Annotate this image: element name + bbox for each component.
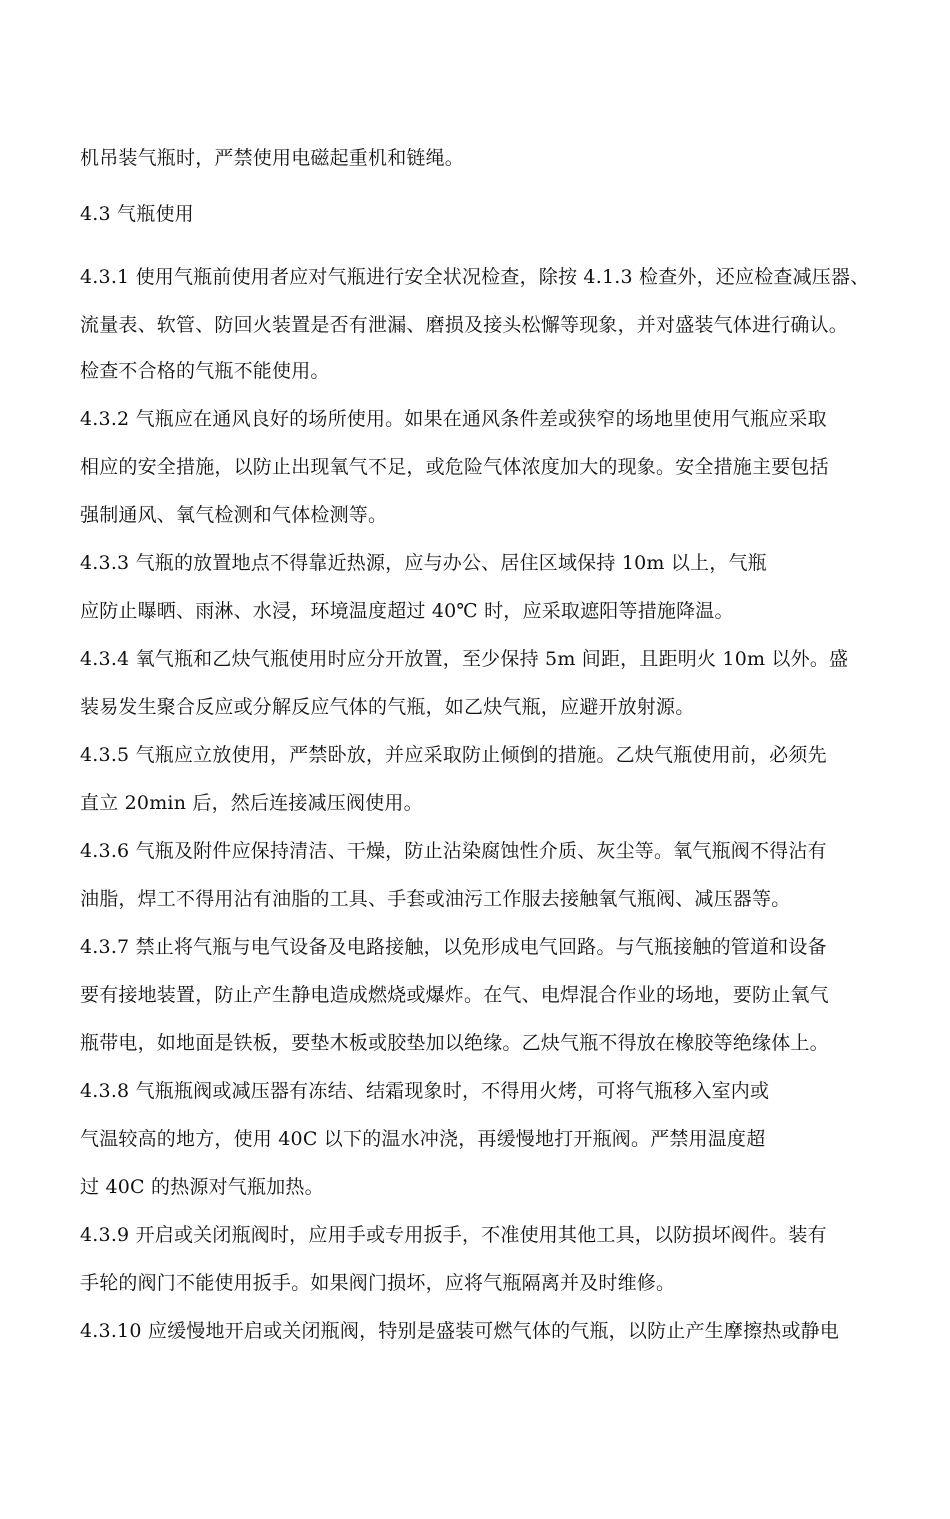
text-line: 相应的安全措施，以防止出现氧气不足，或危险气体浓度加大的现象。安全措施主要包括 (80, 456, 829, 478)
text-line: 4.3.9 开启或关闭瓶阀时，应用手或专用扳手，不准使用其他工具，以防损坏阀件。装有 (80, 1224, 827, 1246)
text-line: 油脂，焊工不得用沾有油脂的工具、手套或油污工作服去接触氧气瓶阀、减压器等。 (80, 888, 791, 910)
text-line: 4.3.6 气瓶及附件应保持清洁、干燥，防止沾染腐蚀性介质、灰尘等。氧气瓶阀不得沾有 (80, 840, 827, 862)
text-line: 流量表、软管、防回火装置是否有泄漏、磨损及接头松懈等现象，并对盛装气体进行确认。 (80, 314, 849, 336)
text-line: 4.3.1 使用气瓶前使用者应对气瓶进行安全状况检查，除按 4.1.3 检查外，还应检查减压器、 (80, 266, 870, 288)
text-line: 4.3.3 气瓶的放置地点不得靠近热源，应与办公、居住区域保持 10m 以上，气瓶 (80, 552, 767, 574)
text-line: 装易发生聚合反应或分解反应气体的气瓶，如乙炔气瓶，应避开放射源。 (80, 696, 695, 718)
text-line: 瓶带电，如地面是铁板，要垫木板或胶垫加以绝缘。乙炔气瓶不得放在橡胶等绝缘体上。 (80, 1032, 829, 1054)
text-line: 4.3.7 禁止将气瓶与电气设备及电路接触，以免形成电气回路。与气瓶接触的管道和设备 (80, 936, 827, 958)
text-line: 强制通风、氧气检测和气体检测等。 (80, 504, 388, 526)
text-line: 4.3.10 应缓慢地开启或关闭瓶阀，特别是盛装可燃气体的气瓶，以防止产生摩擦热或静电 (80, 1320, 840, 1342)
text-line: 要有接地装置，防止产生静电造成燃烧或爆炸。在气、电焊混合作业的场地，要防止氧气 (80, 984, 829, 1006)
text-line: 4.3.8 气瓶瓶阀或减压器有冻结、结霜现象时，不得用火烤，可将气瓶移入室内或 (80, 1080, 770, 1102)
text-line: 应防止曝晒、雨淋、水浸，环境温度超过 40℃ 时，应采取遮阳等措施降温。 (80, 600, 734, 622)
text-line: 4.3.5 气瓶应立放使用，严禁卧放，并应采取防止倾倒的措施。乙炔气瓶使用前，必须先 (80, 744, 827, 766)
text-line: 过 40C 的热源对气瓶加热。 (80, 1176, 324, 1198)
text-line: 气温较高的地方，使用 40C 以下的温水冲浇，再缓慢地打开瓶阀。严禁用温度超 (80, 1128, 766, 1150)
text-line: 4.3.2 气瓶应在通风良好的场所使用。如果在通风条件差或狭窄的场地里使用气瓶应采取 (80, 408, 827, 430)
text-line: 检查不合格的气瓶不能使用。 (80, 360, 330, 382)
section-heading: 4.3 气瓶使用 (80, 203, 194, 225)
text-line: 直立 20min 后，然后连接减压阀使用。 (80, 792, 423, 814)
text-line: 机吊装气瓶时，严禁使用电磁起重机和链绳。 (80, 147, 465, 169)
text-line: 4.3.4 氧气瓶和乙炔气瓶使用时应分开放置，至少保持 5m 间距，且距明火 10m 以外。盛 (80, 648, 849, 670)
text-line: 手轮的阀门不能使用扳手。如果阀门损坏，应将气瓶隔离并及时维修。 (80, 1272, 676, 1294)
